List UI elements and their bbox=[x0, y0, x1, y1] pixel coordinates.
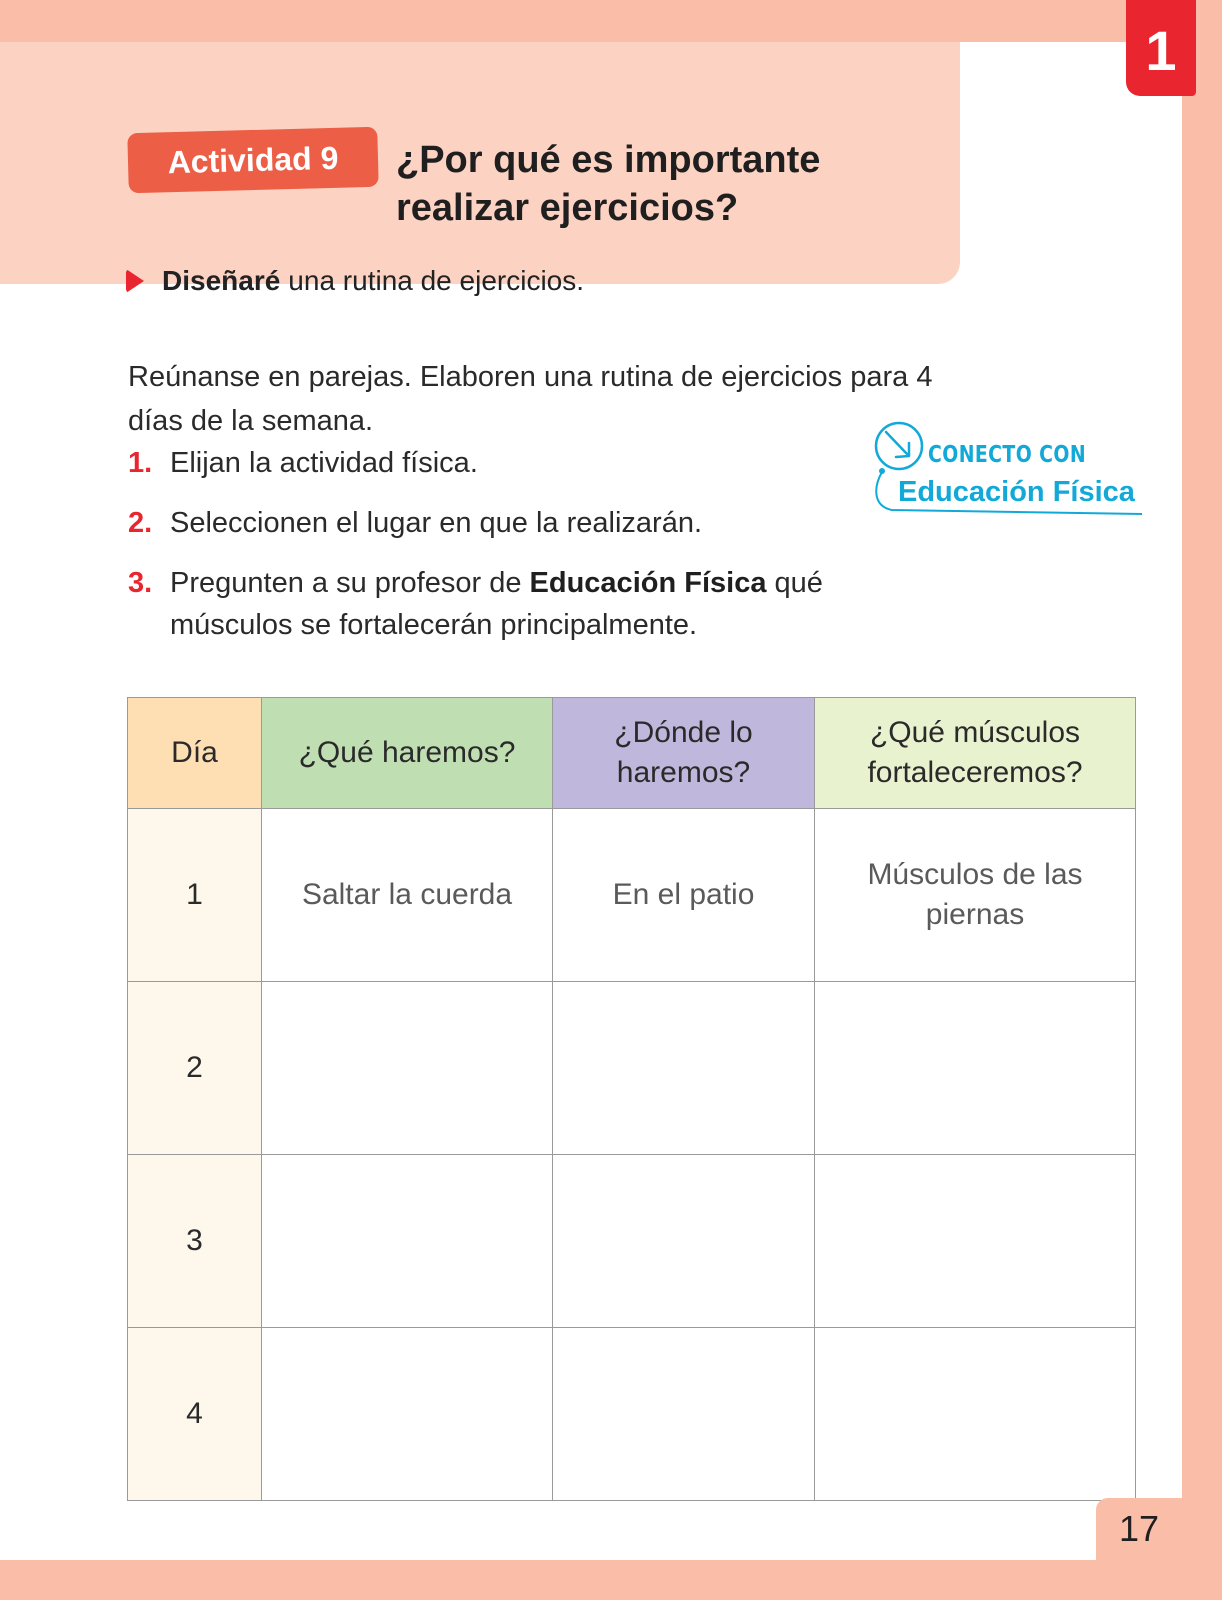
step-number: 2. bbox=[128, 507, 153, 539]
exercise-routine-table bbox=[127, 697, 1136, 1501]
cell-where: En el patio bbox=[553, 809, 815, 982]
cell-muscles[interactable] bbox=[815, 1328, 1136, 1501]
step-subject: Educación Física bbox=[529, 567, 767, 599]
step-2 bbox=[128, 502, 930, 544]
table-row bbox=[128, 1155, 1136, 1328]
step-number: 1. bbox=[128, 447, 153, 479]
page bbox=[0, 42, 1182, 1560]
table-row bbox=[128, 982, 1136, 1155]
step-text: Elijan la actividad física. bbox=[170, 447, 478, 479]
cell-day: 2 bbox=[128, 982, 262, 1155]
step-text: Seleccionen el lugar en que la realizarán. bbox=[170, 507, 703, 539]
cell-what: Saltar la cuerda bbox=[262, 809, 553, 982]
cell-day: 3 bbox=[128, 1155, 262, 1328]
connect-label: CONECTO CON bbox=[928, 442, 1087, 468]
unit-number-tab: 1 bbox=[1126, 0, 1196, 96]
cell-where[interactable] bbox=[553, 982, 815, 1155]
cell-what[interactable] bbox=[262, 1328, 553, 1501]
step-text bbox=[170, 562, 930, 646]
activity-badge: Actividad 9 bbox=[127, 127, 378, 194]
page-number: 17 bbox=[1096, 1498, 1182, 1560]
cell-muscles[interactable] bbox=[815, 982, 1136, 1155]
step-text-before: Pregunten a su profesor de bbox=[170, 567, 522, 599]
step-text-after: qué músculos se fortalecerán principalmente. bbox=[170, 567, 823, 641]
cell-muscles[interactable] bbox=[815, 1155, 1136, 1328]
activity-title: ¿Por qué es importante realizar ejercicios? bbox=[396, 139, 821, 229]
cell-where[interactable] bbox=[553, 1328, 815, 1501]
goal-text: una rutina de ejercicios. bbox=[288, 265, 585, 296]
cell-what[interactable] bbox=[262, 982, 553, 1155]
goal-marker-icon bbox=[126, 269, 144, 293]
cell-day: 4 bbox=[128, 1328, 262, 1501]
connect-arrow-icon bbox=[872, 420, 1152, 530]
table-header-row bbox=[128, 698, 1136, 809]
header-muscles: ¿Qué músculos fortaleceremos? bbox=[815, 698, 1136, 809]
header-day: Día bbox=[128, 698, 262, 809]
instructions-intro: Reúnanse en parejas. Elaboren una rutina de ejercicios para 4 días de la semana. bbox=[128, 361, 933, 437]
cell-what[interactable] bbox=[262, 1155, 553, 1328]
header-where: ¿Dónde lo haremos? bbox=[553, 698, 815, 809]
header-what: ¿Qué haremos? bbox=[262, 698, 553, 809]
goal-verb: Diseñaré bbox=[162, 265, 281, 296]
cell-where[interactable] bbox=[553, 1155, 815, 1328]
cell-day: 1 bbox=[128, 809, 262, 982]
cell-muscles: Músculos de las piernas bbox=[815, 809, 1136, 982]
step-1 bbox=[128, 442, 930, 484]
connect-with-subject bbox=[872, 420, 1152, 530]
learning-goal bbox=[126, 265, 584, 297]
step-3 bbox=[128, 562, 930, 646]
table-row bbox=[128, 1328, 1136, 1501]
connect-subject: Educación Física bbox=[898, 476, 1135, 508]
table-row bbox=[128, 809, 1136, 982]
step-number: 3. bbox=[128, 567, 153, 599]
